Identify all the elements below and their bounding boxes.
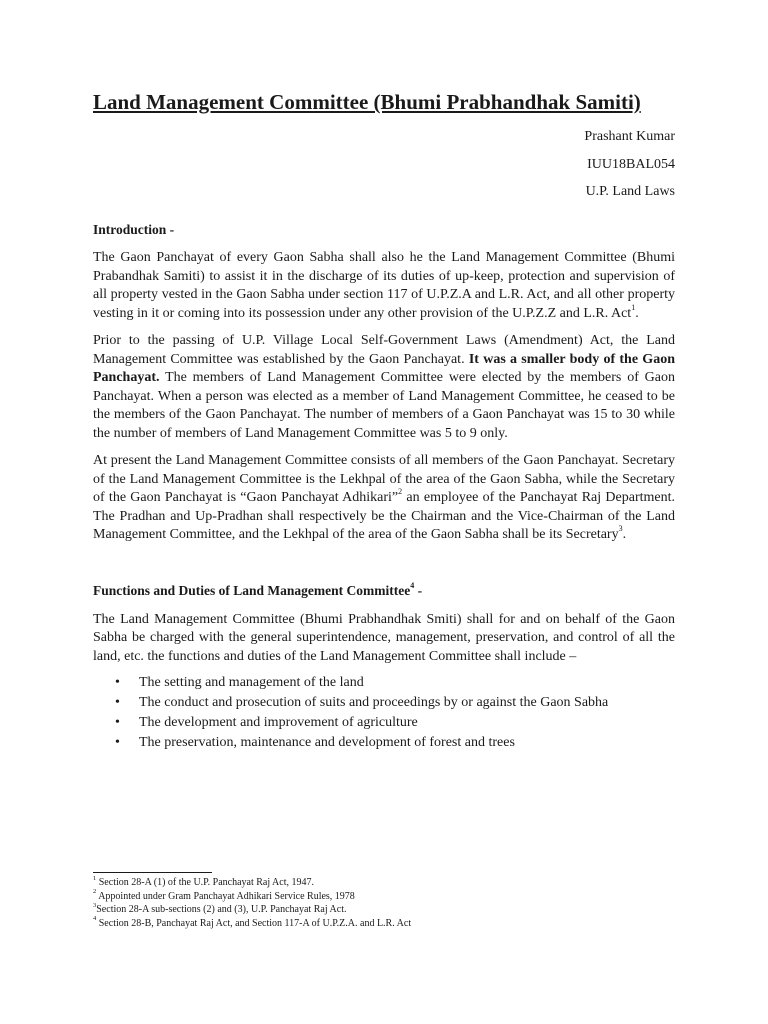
list-item-text: The setting and management of the land [139, 675, 364, 690]
list-item [93, 713, 675, 733]
list-item [93, 693, 675, 713]
intro-paragraph-2 [93, 332, 675, 443]
footnote-separator [93, 872, 212, 873]
bullet-icon: • [115, 675, 120, 690]
footnote-2 [93, 890, 675, 904]
bullet-icon: • [115, 735, 120, 750]
functions-heading-end: - [414, 582, 423, 598]
footnote-4 [93, 917, 675, 931]
footnote-text: Section 28-A sub-sections (2) and (3), U.P. Panchayat Raj Act. [96, 904, 347, 915]
footnote-mark: 3 [93, 901, 97, 909]
author-id: IUU18BAL054 [587, 156, 675, 172]
footnote-ref-4[interactable]: 4 [410, 581, 415, 590]
footnotes [93, 876, 675, 930]
list-item-text: The development and improvement of agriculture [139, 715, 418, 730]
footnote-3 [93, 903, 675, 917]
functions-heading [93, 582, 675, 600]
author-name: Prashant Kumar [584, 129, 675, 144]
intro-p2-text-b: The members of Land Management Committee were elected by the members of Gaon Panchayat. When a person was elected as a member of Land Management Committee, he ceased to be the members of the Gaon Panchayat. The number of members of a Gaon Panchayat was 15 to 30 while the number of members of Land Management Committee was 5 to 9 only. [93, 370, 675, 441]
footnote-text: Section 28-A (1) of the U.P. Panchayat Raj Act, 1947. [96, 877, 314, 888]
list-item-text: The conduct and prosecution of suits and proceedings by or against the Gaon Sabha [139, 695, 609, 710]
intro-paragraph-1 [93, 249, 675, 323]
document-title: Land Management Committee (Bhumi Prabhandhak Samiti) [93, 90, 641, 114]
intro-p1-text: The Gaon Panchayat of every Gaon Sabha shall also he the Land Management Committee (Bhumi Prabandhak Samiti) to assist it in the discharge of its duties of up-keep, protection and supervision of all property vested in the Gaon Sabha under section 117 of U.P.Z.A and L.R. Act, and all other property vesting in it or coming into its possession under any other provision of the U.P.Z.Z and L.R. Act [93, 250, 675, 321]
footnote-1 [93, 876, 675, 890]
course-name: U.P. Land Laws [585, 184, 675, 199]
functions-list [93, 673, 675, 753]
intro-heading: Introduction - [93, 222, 175, 237]
bullet-icon: • [115, 695, 120, 710]
intro-p3-text-a: At present the Land Management Committee consists of all members of the Gaon Panchayat. Secretary of the Land Management Committee is the Lekhpal of the area of the Gaon Sabha, while the Secretary of the Gaon Panchayat is “Gaon Panchayat Adhikari” [93, 453, 675, 505]
document-page [93, 88, 675, 753]
footnote-mark: 4 [93, 915, 97, 923]
author-block [93, 128, 675, 201]
functions-paragraph: The Land Management Committee (Bhumi Prabhandhak Smiti) shall for and on behalf of the Gaon Sabha be charged with the general superintendence, management, preservation, and control of all the land, etc. the functions and duties of the Land Management Committee shall include – [93, 611, 675, 664]
footnote-mark: 2 [93, 888, 97, 896]
footnote-ref-3[interactable]: 3 [618, 524, 623, 534]
footnote-ref-1[interactable]: 1 [631, 302, 636, 312]
intro-p2-bold: It was a smaller body of the Gaon Panchayat. [93, 351, 675, 385]
footnote-text: Section 28-B, Panchayat Raj Act, and Section 117-A of U.P.Z.A. and L.R. Act [96, 917, 412, 929]
list-item [93, 733, 675, 753]
list-item-text: The preservation, maintenance and development of forest and trees [139, 735, 515, 750]
intro-p2-text-a: Prior to the passing of U.P. Village Local Self-Government Laws (Amendment) Act, the Land Management Committee was established by the Gaon Panchayat. [93, 333, 675, 367]
list-item [93, 673, 675, 693]
footnote-mark: 1 [93, 874, 97, 882]
intro-p1-end: . [635, 305, 639, 321]
bullet-icon: • [115, 715, 120, 730]
intro-paragraph-3 [93, 452, 675, 545]
intro-p3-text-b: an employee of the Panchayat Raj Department. The Pradhan and Up-Pradhan shall respectively be the Chairman and the Vice-Chairman of the Land Management Committee, and the Lekhpal of the area of the Gaon Sabha shall be its Secretary [93, 490, 675, 542]
functions-heading-text: Functions and Duties of Land Management Committee [93, 582, 411, 598]
footnote-ref-2[interactable]: 2 [398, 487, 403, 497]
intro-p3-end: . [622, 527, 627, 542]
footnote-text: Appointed under Gram Panchayat Adhikari Service Rules, 1978 [96, 890, 355, 902]
